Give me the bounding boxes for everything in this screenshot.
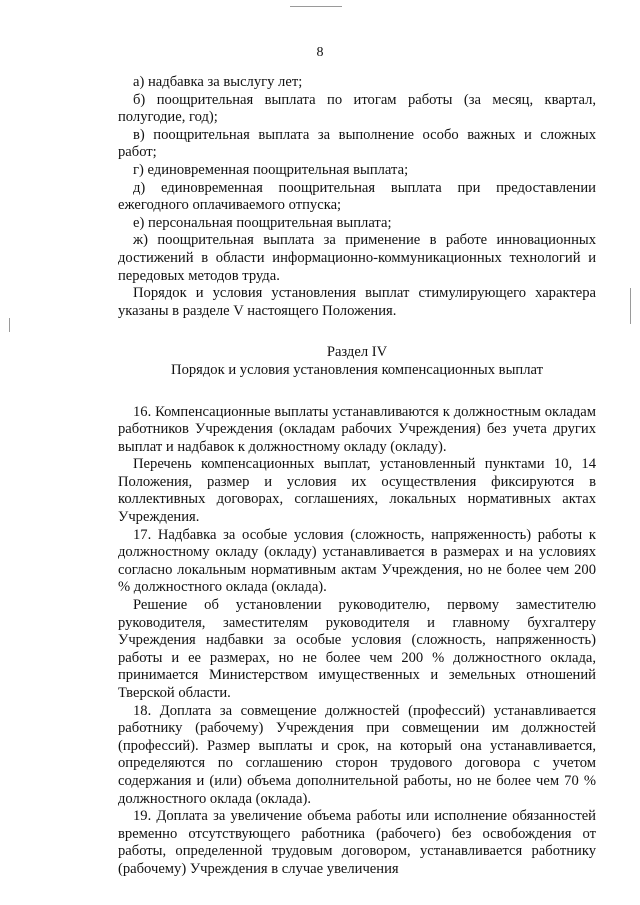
scan-artifact-left [9, 318, 10, 332]
list-item-a: а) надбавка за выслугу лет; [133, 74, 303, 90]
paragraph-decision: Решение об установлении руководителю, первому заместителю руководителя, заместителям руководителя и главному бухгалтеру Учреждения надбавки за особые условия (сложность, напряженность) работы и ее размерах, но не более чем 200 % должностного оклада, принимается Министерством имущественных и земельных отношений Тверской области. [118, 597, 596, 701]
paragraph-stimulus-ref: Порядок и условия установления выплат стимулирующего характера указаны в разделе V настоящего Положения. [118, 285, 596, 319]
list-item-d: д) единовременная поощрительная выплата при предоставлении ежегодного оплачиваемого отпуска; [118, 179, 596, 214]
scan-artifact-top [290, 6, 342, 7]
list-item-e: е) персональная поощрительная выплата; [133, 214, 392, 231]
document-body [118, 74, 596, 879]
paragraph-16: 16. Компенсационные выплаты устанавливаются к должностным окладам работников Учреждения (окладам рабочих Учреждения) без учета других выплат и надбавок к должностному окладу (окладу). [118, 403, 596, 455]
list-item-zh: ж) поощрительная выплата за применение в работе инновационных достижений в области информационно-коммуникационных технологий и передовых методов труда. [118, 232, 596, 284]
list-item-v: в) поощрительная выплата за выполнение особо важных и сложных работ; [118, 126, 596, 161]
page-number: 8 [316, 45, 324, 60]
paragraph-19: 19. Доплата за увеличение объема работы или исполнение обязанностей временно отсутствующего работника (рабочего) без освобождения от работы, определенной трудовым договором, устанавливается работнику (рабочему) Учреждения в случае увеличения [118, 808, 596, 877]
section-subtitle: Порядок и условия установления компенсационных выплат [171, 361, 543, 378]
scan-artifact-right [630, 288, 631, 324]
paragraph-list-compensation: Перечень компенсационных выплат, установленный пунктами 10, 14 Положения, размер и условия их осуществления фиксируются в коллективных договорах, соглашениях, локальных нормативных актах Учреждения. [118, 456, 596, 526]
section-title: Раздел IV [326, 344, 388, 361]
list-item-b: б) поощрительная выплата по итогам работы (за месяц, квартал, полугодие, год); [118, 91, 596, 126]
paragraph-18: 18. Доплата за совмещение должностей (профессий) устанавливается работнику (рабочему) Учреждения при совмещении им должностей (профессий). Размер выплаты и срок, на который она устанавливается, определяются по соглашению сторон трудового договора с учетом содержания и (или) объема дополнительной работы, но не более чем 70 % должностного оклада (оклада). [118, 702, 596, 807]
paragraph-17: 17. Надбавка за особые условия (сложность, напряженность) работы к должностному окладу (окладу) устанавливается в размерах и на условиях согласно локальным нормативным актам Учреждения, но не более чем 200 % должностного оклада (оклада). [118, 526, 596, 596]
list-item-g: г) единовременная поощрительная выплата; [133, 161, 409, 178]
